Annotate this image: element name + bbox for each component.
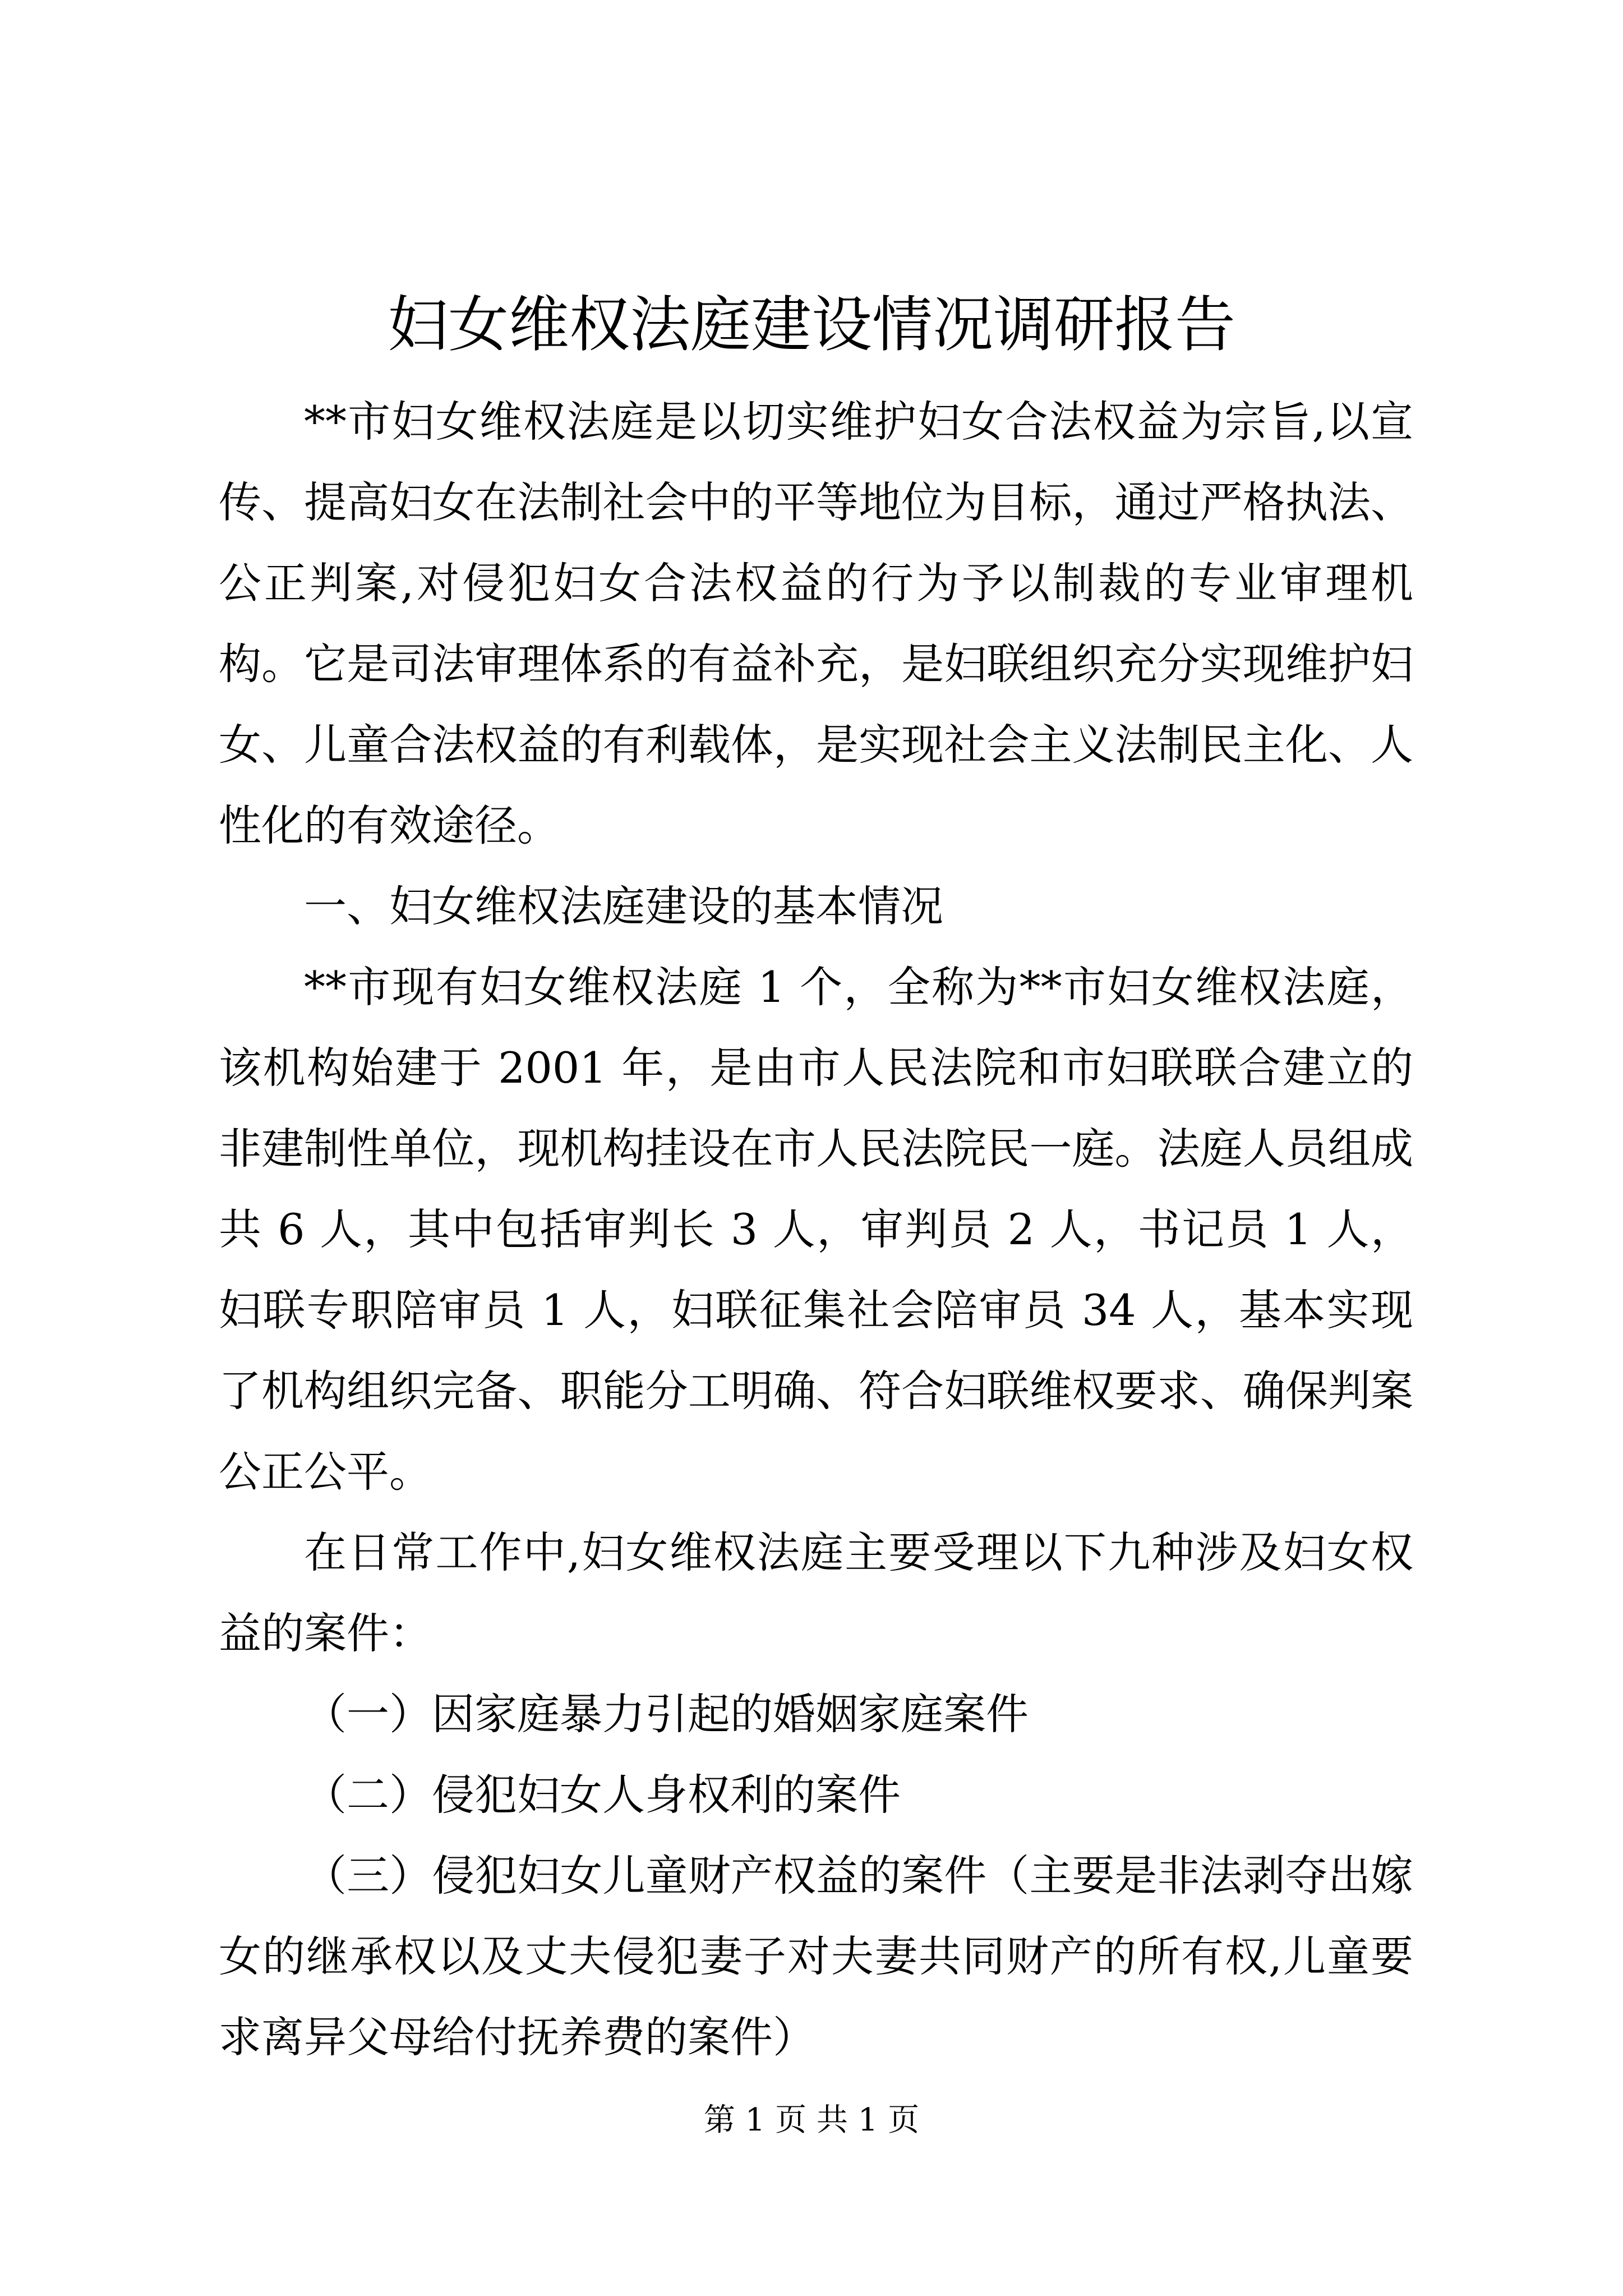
paragraph-basic-info: **市现有妇女维权法庭 1 个，全称为**市妇女维权法庭，该机构始建于 2001 年，是由市人民法院和市妇联联合建立的非建制性单位，现机构挂设在市人民法院民一庭。法庭人员组成共 6 人，其中包括审判长 3 人，审判员 2 人，书记员 1 人，妇联专职陪审员 1 人，妇联征集社会陪审员 34 人，基本实现了机构组织完备、职能分工明确、符合妇联维权要求、确保判案公正公平。	[219, 962, 1413, 1497]
paragraph-intro: **市妇女维权法庭是以切实维护妇女合法权益为宗旨,以宣传、提高妇女在法制社会中的平等地位为目标，通过严格执法、公正判案,对侵犯妇女合法权益的行为予以制裁的专业审理机构。它是司法审理体系的有益补充，是妇联组织充分实现维护妇女、儿童合法权益的有利载体，是实现社会主义法制民主化、人性化的有效途径。	[219, 397, 1413, 850]
list-item: （三）侵犯妇女儿童财产权益的案件（主要是非法剥夺出嫁女的继承权以及丈夫侵犯妻子对夫妻共同财产的所有权,儿童要求离异父母给付抚养费的案件）	[219, 1851, 1413, 2062]
list-item: （二）侵犯妇女人身权利的案件	[304, 1770, 901, 1820]
document-body	[219, 381, 1413, 2078]
section-heading: 一、妇女维权法庭建设的基本情况	[304, 881, 943, 931]
page-footer: 第 1 页 共 1 页	[703, 2102, 920, 2138]
paragraph-case-types-intro: 在日常工作中,妇女维权法庭主要受理以下九种涉及妇女权益的案件：	[219, 1527, 1413, 1658]
list-item: （一）因家庭暴力引起的婚姻家庭案件	[304, 1689, 1029, 1739]
document-title: 妇女维权法庭建设情况调研报告	[387, 290, 1235, 360]
